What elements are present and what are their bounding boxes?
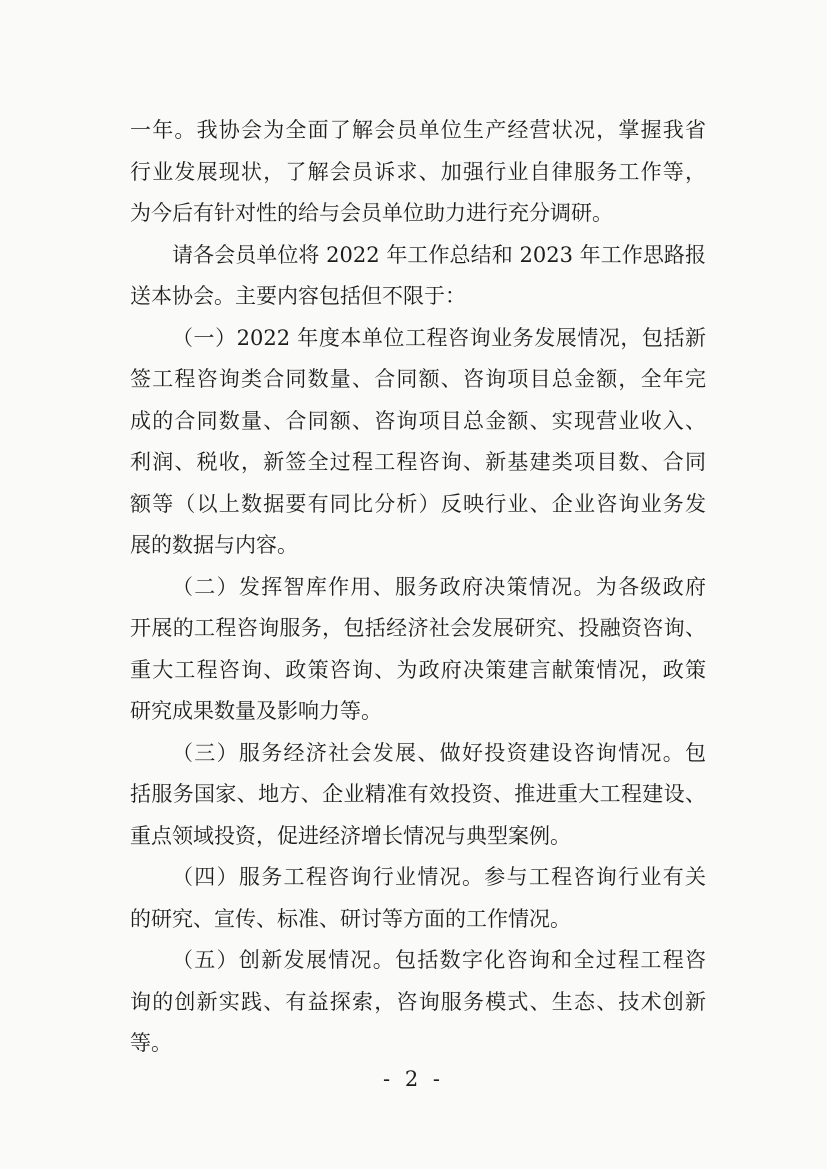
paragraph-item-1 [130,318,706,567]
text-line: 重大工程咨询、政策咨询、为政府决策建言献策情况，政策 [130,657,706,682]
text-line: 展的数据与内容。 [130,533,298,557]
paragraph-item-4 [130,857,706,940]
text-line: 请各会员单位将 2022 年工作总结和 2023 年工作思路报 [172,242,706,267]
text-line: 研究成果数量及影响力等。 [130,699,382,723]
text-line: 成的合同数量、合同额、咨询项目总金额、实现营业收入、 [130,408,706,433]
text-line: （三）服务经济社会发展、做好投资建设咨询情况。包 [172,740,706,765]
paragraph-request [130,235,706,318]
text-line: 一年。我协会为全面了解会员单位生产经营状况，掌握我省 [130,118,706,142]
text-line: 括服务国家、地方、企业精准有效投资、推进重大工程建设、 [130,782,706,806]
text-line: （五）创新发展情况。包括数字化咨询和全过程工程咨 [172,948,706,972]
text-line: 签工程咨询类合同数量、合同额、咨询项目总金额，全年完 [130,367,706,391]
text-line: 额等（以上数据要有同比分析）反映行业、企业咨询业务发 [130,491,706,516]
text-line: （一）2022 年度本单位工程咨询业务发展情况，包括新 [172,325,706,350]
text-line: 利润、税收，新签全过程工程咨询、新基建类项目数、合同 [130,450,706,474]
page-number: - 2 - [383,1067,444,1091]
text-line: 行业发展现状，了解会员诉求、加强行业自律服务工作等， [130,159,706,184]
text-line: （四）服务工程咨询行业情况。参与工程咨询行业有关 [172,865,706,889]
text-line: 询的创新实践、有益探索，咨询服务模式、生态、技术创新 [130,989,706,1014]
text-line: 为今后有针对性的给与会员单位助力进行充分调研。 [130,201,613,225]
text-line: 开展的工程咨询服务，包括经济社会发展研究、投融资咨询、 [130,616,706,640]
document-body [130,110,706,1065]
text-line: 重点领域投资，促进经济增长情况与典型案例。 [130,823,571,848]
text-line: 等。 [130,1031,172,1055]
paragraph-item-2 [130,567,706,733]
text-line: 的研究、宣传、标准、研讨等方面的工作情况。 [130,906,571,931]
text-line: （二）发挥智库作用、服务政府决策情况。为各级政府 [172,574,706,599]
paragraph-item-3 [130,733,706,858]
paragraph-intro-continued [130,110,706,235]
paragraph-item-5 [130,940,706,1065]
text-line: 送本协会。主要内容包括但不限于： [130,284,466,308]
